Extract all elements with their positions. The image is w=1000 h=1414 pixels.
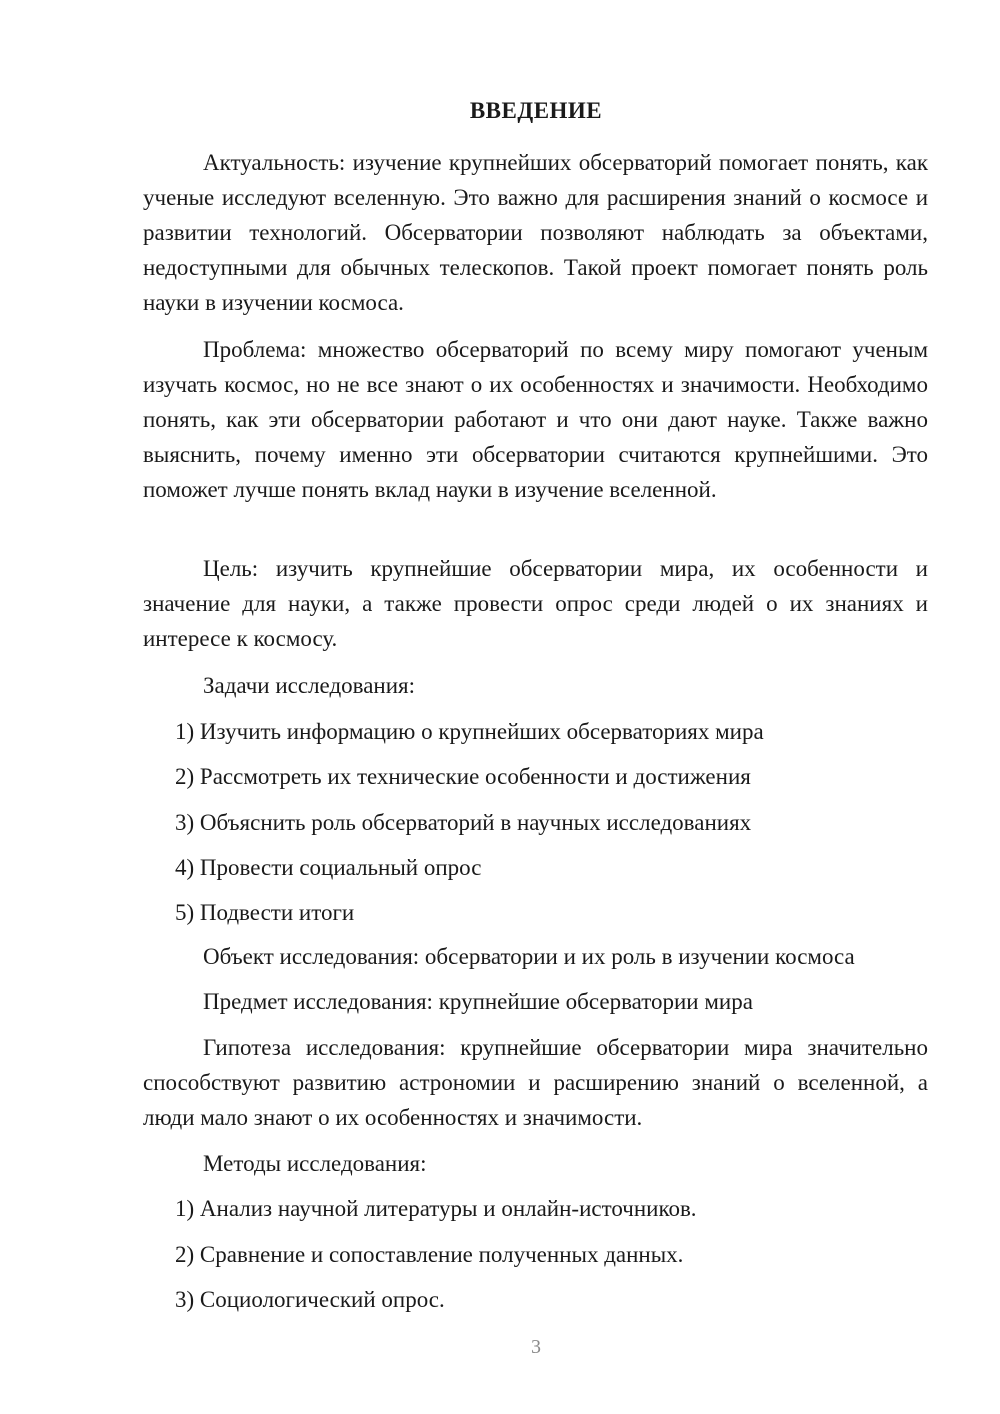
task-item-2: 2) Рассмотреть их технические особенности и достижения <box>175 764 751 789</box>
method-item-2: 2) Сравнение и сопоставление полученных данных. <box>175 1242 684 1267</box>
object-line: Объект исследования: обсерватории и их роль в изучении космоса <box>203 944 855 969</box>
problem-paragraph: Проблема: множество обсерваторий по всему миру помогают ученым изучать космос, но не все знают о их особенностях и значимости. Необходимо понять, как эти обсерватории работают и что они дают науке. Также важно выяснить, почему именно эти обсерватории считаются крупнейшими. Это поможет лучше понять вклад науки в изучение вселенной. <box>143 337 928 502</box>
method-item-1: 1) Анализ научной литературы и онлайн-источников. <box>175 1196 697 1221</box>
page-title: ВВЕДЕНИЕ <box>469 98 603 123</box>
method-item-3: 3) Социологический опрос. <box>175 1287 445 1312</box>
tasks-title: Задачи исследования: <box>203 673 416 698</box>
methods-title: Методы исследования: <box>203 1151 427 1176</box>
subject-line: Предмет исследования: крупнейшие обсерватории мира <box>203 989 753 1014</box>
relevance-paragraph: Актуальность: изучение крупнейших обсерваторий помогает понять, как ученые исследуют вселенную. Это важно для расширения знаний о космосе и развитии технологий. Обсерватории позволяют наблюдать за объектами, недоступными для обычных телескопов. Такой проект помогает понять роль науки в изучении космоса. <box>143 150 928 315</box>
task-item-1: 1) Изучить информацию о крупнейших обсерваториях мира <box>175 719 764 744</box>
hypothesis-paragraph: Гипотеза исследования: крупнейшие обсерватории мира значительно способствуют развитию астрономии и расширению знаний о вселенной, а люди мало знают о их особенностях и значимости. <box>143 1035 928 1130</box>
goal-paragraph: Цель: изучить крупнейшие обсерватории мира, их особенности и значение для науки, а также провести опрос среди людей о их знаниях и интересе к космосу. <box>143 556 928 651</box>
task-item-3: 3) Объяснить роль обсерваторий в научных исследованиях <box>175 810 752 835</box>
page-number: 3 <box>531 1336 541 1358</box>
task-item-5: 5) Подвести итоги <box>175 900 355 925</box>
task-item-4: 4) Провести социальный опрос <box>175 855 482 880</box>
